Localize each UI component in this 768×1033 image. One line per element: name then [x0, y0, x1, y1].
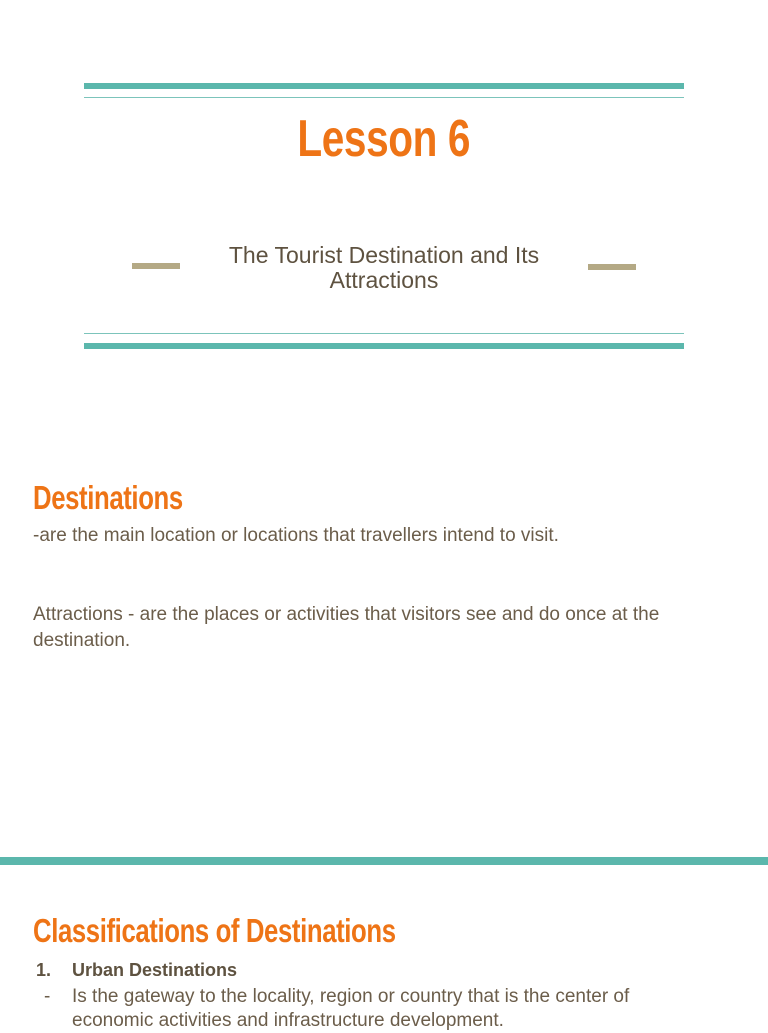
list-bullet: -	[44, 986, 51, 1007]
bottom-thick-rule	[84, 343, 684, 349]
attractions-definition: Attractions - are the places or activities that visitors see and do once at the destination.	[33, 604, 660, 651]
list-item-number: 1.	[36, 960, 52, 980]
lesson-title: Lesson 6	[297, 110, 471, 168]
right-dash-decoration	[588, 264, 636, 270]
top-thick-rule	[84, 83, 684, 89]
destinations-heading: Destinations	[33, 479, 183, 516]
top-thin-rule	[84, 97, 684, 98]
list-item-description: Is the gateway to the locality, region or country that is the center of economic activities and infrastructure development.	[72, 986, 630, 1031]
list-item-title: Urban Destinations	[72, 960, 238, 980]
classifications-heading: Classifications of Destinations	[33, 912, 396, 949]
slide-divider-bar	[0, 857, 768, 865]
bottom-thin-rule	[84, 333, 684, 334]
destinations-definition: -are the main location or locations that travellers intend to visit.	[33, 525, 559, 546]
left-dash-decoration	[132, 263, 180, 269]
lesson-subtitle: The Tourist Destination and Its Attractions	[228, 242, 540, 293]
